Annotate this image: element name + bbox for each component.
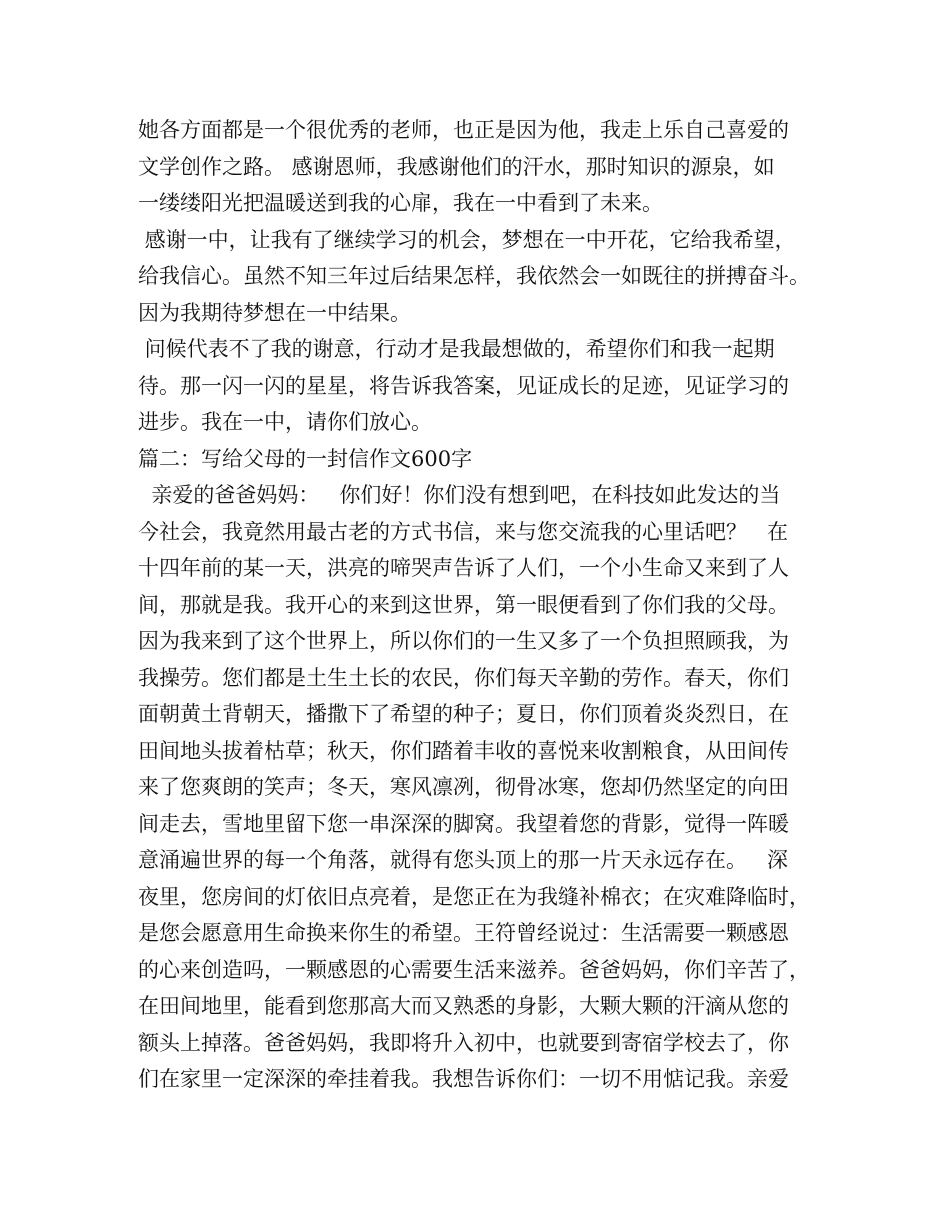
text-line: 来了您爽朗的笑声；冬天，寒风凛冽，彻骨冰寒，您却仍然坚定的向田 [138, 775, 789, 799]
text-line: 因为我期待梦想在一中结果。 [138, 300, 411, 325]
text-line: 感谢一中，让我有了继续学习的机会，梦想在一中开花，它给我希望， [138, 227, 796, 252]
text-line: 文学创作之路。 感谢恩师，我感谢他们的汗水，那时知识的源泉，如 [138, 154, 775, 179]
text-line: 在田间地里，能看到您那高大而又熟悉的身影，大颗大颗的汗滴从您的 [138, 994, 789, 1018]
document-body [138, 112, 828, 1098]
text-line: 的心来创造吗，一颗感恩的心需要生活来滋养。爸爸妈妈，你们辛苦了， [138, 957, 810, 982]
text-line: 我操劳。您们都是土生土长的农民，你们每天辛勤的劳作。春天，你们 [138, 665, 789, 690]
text-line: 亲爱的爸爸妈妈： 你们好！你们没有想到吧，在科技如此发达的当 [138, 483, 781, 507]
text-line: 夜里，您房间的灯依旧点亮着，是您正在为我缝补棉衣；在灾难降临时， [138, 884, 810, 909]
text-line: 们在家里一定深深的牵挂着我。我想告诉你们：一切不用惦记我。亲爱 [138, 1067, 789, 1091]
text-line: 额头上掉落。爸爸妈妈，我即将升入初中，也就要到寄宿学校去了，你 [138, 1030, 789, 1055]
text-line: 面朝黄土背朝天，播撒下了希望的种子；夏日，你们顶着炎炎烈日，在 [138, 702, 789, 726]
text-line: 她各方面都是一个很优秀的老师，也正是因为他，我走上乐自己喜爱的 [138, 118, 789, 142]
text-line: 间走去，雪地里留下您一串深深的脚窝。我望着您的背影，觉得一阵暖 [138, 811, 789, 836]
text-line: 十四年前的某一天，洪亮的啼哭声告诉了人们，一个小生命又来到了人 [138, 556, 789, 580]
text-line: 一缕缕阳光把温暖送到我的心扉，我在一中看到了未来。 [138, 191, 663, 215]
text-line: 进步。我在一中，请你们放心。 [138, 410, 432, 434]
text-line: 问候代表不了我的谢意，行动才是我最想做的，希望你们和我一起期 [138, 337, 775, 361]
text-line: 今社会，我竟然用最古老的方式书信，来与您交流我的心里话吧？ 在 [138, 519, 789, 544]
text-line: 田间地头拔着枯草；秋天，你们踏着丰收的喜悦来收割粮食，从田间传 [138, 738, 789, 763]
text-line: 因为我来到了这个世界上，所以你们的一生又多了一个负担照顾我，为 [138, 629, 789, 653]
text-line: 意涌遍世界的每一个角落，就得有您头顶上的那一片天永远存在。 深 [138, 848, 789, 872]
text-line: 是您会愿意用生命换来你生的希望。王符曾经说过：生活需要一颗感恩 [138, 921, 789, 945]
section-heading: 篇二：写给父母的一封信作文600字 [138, 446, 473, 471]
text-line: 间，那就是我。我开心的来到这世界，第一眼便看到了你们我的父母。 [138, 592, 789, 617]
text-line: 待。那一闪一闪的星星，将告诉我答案，见证成长的足迹，见证学习的 [138, 373, 789, 398]
text-line: 给我信心。虽然不知三年过后结果怎样，我依然会一如既往的拼搏奋斗。 [138, 264, 810, 288]
